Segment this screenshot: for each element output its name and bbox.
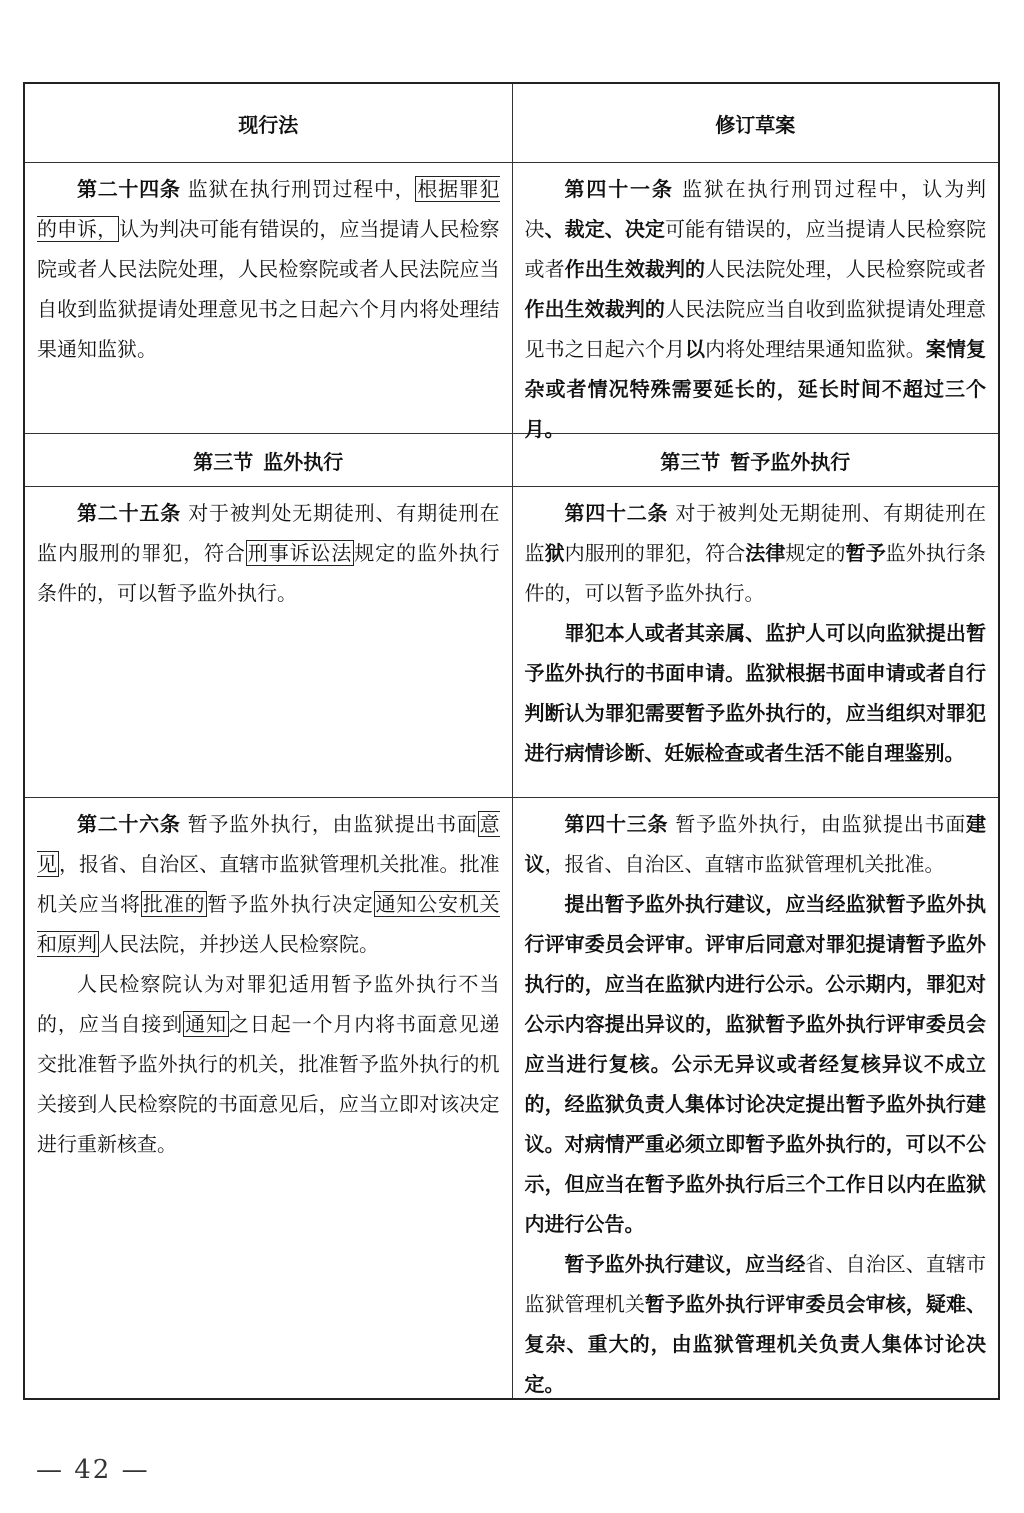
article-number: 第二十六条: [77, 812, 181, 836]
text: 监狱在执行刑罚过程中，认为判决: [524, 177, 987, 241]
text: 可能有错误的，应当提请人民检察院或者: [524, 217, 987, 281]
added-text: 案情复杂或者情况特殊需要延长的，延长时间不超过三个月。: [524, 337, 987, 441]
current-law-article-26: [25, 798, 512, 1398]
current-law-article-25: [25, 487, 512, 797]
comparison-table: [23, 82, 1000, 1400]
added-paragraph: 罪犯本人或者其亲属、监护人可以向监狱提出暂予监外执行的书面申请。监狱根据书面申请或者自行判断认为罪犯需要暂予监外执行的，应当组织对罪犯进行病情诊断、妊娠检查或者生活不能自理鉴别。: [524, 621, 986, 765]
current-law-article-24: [25, 163, 512, 433]
text: ，报省、自治区、直辖市监狱管理机关批准。批准机关应当将: [37, 852, 500, 916]
header-row: [25, 84, 998, 162]
added-text: 法律: [745, 541, 786, 565]
page-number: — 42 —: [36, 1455, 150, 1485]
text: 暂予监外执行，由监狱提出书面: [180, 812, 478, 836]
text: ，报省、自治区、直辖市监狱管理机关批准。: [544, 852, 945, 876]
article-number: 第四十一条: [564, 177, 674, 201]
text: 规定的: [785, 541, 846, 565]
text: 暂予监外执行决定: [207, 892, 374, 916]
draft-article-43: [512, 798, 999, 1398]
boxed-text: 意见: [37, 812, 500, 876]
boxed-text: 通知公安机关和原判: [37, 892, 500, 956]
article-number: 第二十四条: [77, 177, 181, 201]
text: 暂予监外执行，由监狱提出书面: [668, 812, 967, 836]
row-article-26: [25, 797, 998, 1398]
article-number: 第四十三条: [564, 812, 669, 836]
added-text: 、裁定、决定: [544, 217, 665, 241]
article-number: 第四十二条: [564, 501, 669, 525]
section-title: 监外执行: [263, 449, 344, 474]
draft-article-42: [512, 487, 999, 797]
section-title: 暂予监外执行: [730, 449, 851, 474]
text: 对于被判处无期徒刑、有期徒刑在监内服刑的罪犯，符合: [37, 501, 500, 565]
section-number: 第三节: [660, 449, 721, 474]
text: 对于被判处无期徒刑、有期徒刑在监: [524, 501, 987, 565]
boxed-text: 根据罪犯的申诉，: [37, 177, 500, 241]
section-heading-left: [25, 434, 512, 486]
text: 内将处理结果通知监狱。: [705, 337, 926, 361]
section-heading-right: [512, 434, 999, 486]
draft-article-41: [512, 163, 999, 441]
added-text: 狱: [544, 541, 565, 565]
text: 监外执行条件的，可以暂予监外执行。: [524, 541, 987, 605]
row-article-24: [25, 162, 998, 441]
added-text: 暂予监外执行评审委员会审核，疑难、复杂、重大的，由监狱管理机关负责人集体讨论决定。: [524, 1292, 987, 1396]
article-number: 第二十五条: [77, 501, 182, 525]
text: 规定的监外执行条件的，可以暂予监外执行。: [37, 541, 500, 605]
added-text: 以: [685, 337, 706, 361]
text: 监狱在执行刑罚过程中，: [180, 177, 416, 201]
section-number: 第三节: [193, 449, 254, 474]
text: 之日起一个月内将书面意见递交批准暂予监外执行的机关，批准暂予监外执行的机关接到人民检察院的书面意见后，应当立即对该决定进行重新核查。: [37, 1012, 500, 1156]
boxed-text: 批准的: [142, 892, 206, 916]
added-paragraph: 提出暂予监外执行建议，应当经监狱暂予监外执行评审委员会评审。评审后同意对罪犯提请暂予监外执行的，应当在监狱内进行公示。公示期内，罪犯对公示内容提出异议的，监狱暂予监外执行评审委员会应当进行复核。公示无异议或者经复核异议不成立的，经监狱负责人集体讨论决定提出暂予监外执行建议。对病情严重必须立即暂予监外执行的，可以不公示，但应当在暂予监外执行后三个工作日以内在监狱内进行公告。: [524, 892, 986, 1236]
text: 内服刑的罪犯，符合: [564, 541, 746, 565]
added-text: 暂予监外执行建议，应当经: [564, 1252, 806, 1276]
boxed-text: 通知: [185, 1012, 227, 1036]
added-text: 暂予: [845, 541, 886, 565]
added-text: 作出生效裁判的: [524, 297, 665, 321]
boxed-text: 刑事诉讼法: [247, 541, 353, 565]
text: 人民法院处理，人民检察院或者: [705, 257, 987, 281]
text: 认为判决可能有错误的，应当提请人民检察院或者人民法院处理，人民检察院或者人民法院应当自收到监狱提请处理意见书之日起六个月内将处理结果通知监狱。: [37, 217, 500, 361]
row-article-25: [25, 486, 998, 797]
text: 省、自治区、直辖市监狱管理机关: [524, 1252, 987, 1316]
text: 人民法院，并抄送人民检察院。: [99, 932, 379, 956]
added-text: 建议: [524, 812, 987, 876]
text: 人民法院应当自收到监狱提请处理意见书之日起六个月: [524, 297, 987, 361]
text: 人民检察院认为对罪犯适用暂予监外执行不当的，应当自接到: [37, 972, 500, 1036]
section-row: [25, 433, 998, 486]
header-current-law: 现行法: [238, 112, 299, 137]
header-revised-draft: 修订草案: [512, 84, 999, 162]
added-text: 作出生效裁判的: [564, 257, 706, 281]
